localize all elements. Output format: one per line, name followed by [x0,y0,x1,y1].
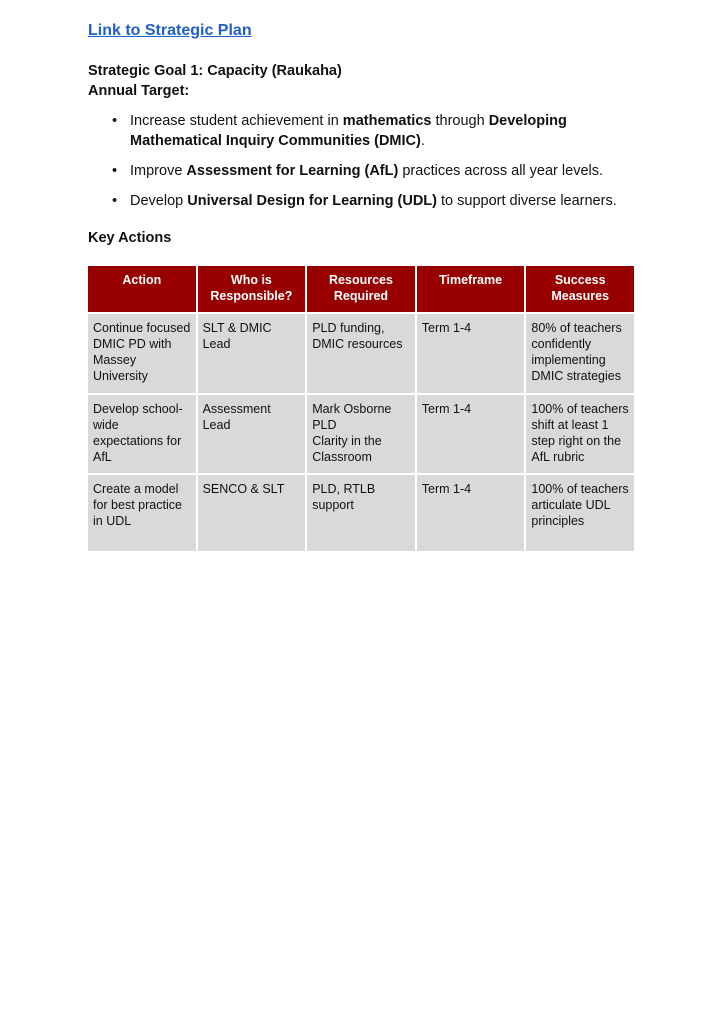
target-item [112,161,636,181]
target-emphasis: Assessment for Learning (AfL) [186,163,399,179]
annual-target-list [88,111,636,211]
document-page [88,20,636,553]
goal-title: Strategic Goal 1: Capacity (Raukaha) [88,63,342,79]
key-actions-table [86,264,636,553]
target-item [112,191,636,211]
cell-measures: 100% of teachers articulate UDL principles [526,475,634,551]
cell-responsible: Assessment Lead [198,395,306,473]
cell-timeframe: Term 1-4 [417,475,525,551]
cell-responsible: SENCO & SLT [198,475,306,551]
annual-target-label: Annual Target: [88,83,190,99]
target-item [112,111,636,151]
target-text: through [431,113,489,129]
cell-action: Create a model for best practice in UDL [88,475,196,551]
cell-measures: 100% of teachers shift at least 1 step right on the AfL rubric [526,395,634,473]
column-header-measures: Success Measures [526,266,634,312]
cell-timeframe: Term 1-4 [417,395,525,473]
cell-action: Continue focused DMIC PD with Massey University [88,314,196,393]
target-text: to support diverse learners. [437,193,617,209]
target-text: . [420,133,425,149]
target-text: Improve [130,163,187,179]
cell-action: Develop school-wide expectations for AfL [88,395,196,473]
target-text: practices across all year levels. [398,163,604,179]
target-text: Develop [130,193,188,209]
table-header-row [88,266,634,312]
strategic-plan-link[interactable]: Link to Strategic Plan [88,22,252,39]
cell-resources: Mark Osborne PLD Clarity in the Classroom [307,395,415,473]
target-emphasis: Developing Mathematical Inquiry Communities (DMIC) [130,113,567,149]
target-emphasis: Universal Design for Learning (UDL) [187,193,437,209]
key-actions-heading: Key Actions [88,230,172,246]
table-row [88,395,634,473]
cell-timeframe: Term 1-4 [417,314,525,393]
column-header-action: Action [88,266,196,312]
cell-resources: PLD funding, DMIC resources [307,314,415,393]
cell-responsible: SLT & DMIC Lead [198,314,306,393]
table-row [88,475,634,551]
cell-measures: 80% of teachers confidently implementing DMIC strategies [526,314,634,393]
table-row [88,314,634,393]
cell-resources: PLD, RTLB support [307,475,415,551]
target-text: Increase student achievement in [130,113,343,129]
column-header-responsible: Who is Responsible? [198,266,306,312]
column-header-resources: Resources Required [307,266,415,312]
target-emphasis: mathematics [342,113,432,129]
column-header-timeframe: Timeframe [417,266,525,312]
